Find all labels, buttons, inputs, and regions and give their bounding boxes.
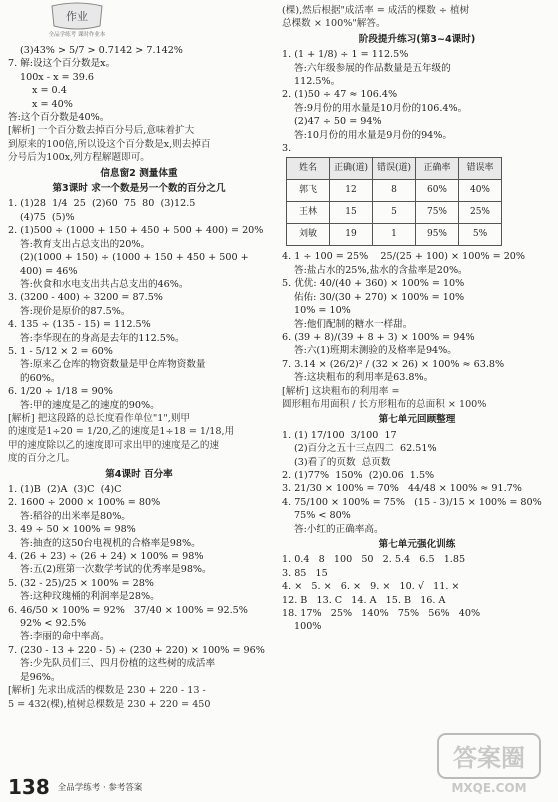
- analysis-note-line: 的速度是1÷20 = 1/20,乙的速度是1÷18 = 1/18,用: [8, 426, 235, 438]
- section-heading: 第4课时 百分率: [105, 468, 173, 480]
- answer-line: 答:抽查的这50台电视机的合格率是98%。: [20, 537, 201, 549]
- analysis-note-line: [解析] 把这段路的总长度看作单位"1",则甲: [8, 412, 191, 424]
- answer-line: 2. (1)77% 150% (2)0.06 1.5%: [282, 469, 435, 481]
- score-table-header: [287, 158, 502, 180]
- answer-line: 6. (39 + 8)/(39 + 8 + 3) × 100% = 94%: [282, 331, 475, 343]
- answer-line: 答:伙食和水电支出共占总支出的46%。: [20, 278, 189, 290]
- answer-line: 6. 46/50 × 100% = 92% 37/40 × 100% = 92.5%: [8, 604, 248, 616]
- answer-line: 答:现价是原价的87.5%。: [20, 305, 131, 317]
- table-row: [287, 202, 502, 224]
- answer-line: 4. × 5. × 6. × 9. × 10. √ 11. ×: [282, 581, 460, 593]
- answer-line: 92% < 92.5%: [20, 618, 86, 630]
- logo-main-text: 作业: [66, 10, 88, 23]
- answer-line: 3. (3200 - 400) ÷ 3200 = 87.5%: [8, 292, 163, 304]
- answer-line: 5. 1 - 5/12 × 2 = 60%: [8, 345, 113, 357]
- answer-line: 1. (1)28 1/4 25 (2)60 75 80 (3)12.5: [8, 198, 196, 210]
- answer-line: (2)百分之五十三点四二 62.51%: [294, 443, 437, 455]
- answer-line: 答:这块粗布的利用率是63.8%。: [294, 372, 434, 384]
- answer-line: 2. (1)500 ÷ (1000 + 150 + 450 + 500 + 400) = 20%: [8, 225, 264, 237]
- table-cell: 60%: [416, 180, 459, 202]
- table-cell: 40%: [459, 180, 502, 202]
- answer-line: 答:少先队员们三、四月份植的这些树的成活率: [20, 658, 216, 670]
- answer-line: 答:五(2)班第一次数学考试的优秀率是98%。: [20, 564, 212, 576]
- table-cell: 12: [330, 180, 373, 202]
- answer-line: 5. (32 - 25)/25 × 100% = 28%: [8, 577, 154, 589]
- answer-line: 3. 49 ÷ 50 × 100% = 98%: [8, 524, 136, 536]
- answer-line: 答:盐占水的25%,盐水的含盐率是20%。: [294, 264, 468, 276]
- answer-line: 答:这种玟瑰桶的利润率是28%。: [20, 591, 160, 603]
- analysis-note-line: 5 = 432(棵),植树总棵数是 230 + 220 = 450: [8, 698, 211, 710]
- table-cell: 1: [373, 224, 416, 246]
- answer-line: (3)看了的页数 总页数: [294, 456, 391, 468]
- answer-line: 答:李丽的命中率高。: [20, 631, 110, 643]
- answer-line: (2)(1000 + 150) ÷ (1000 + 150 + 450 + 500 +: [20, 252, 249, 264]
- answer-line: 6. 1/20 ÷ 1/18 = 90%: [8, 386, 113, 398]
- table-cell: 刘敏: [287, 224, 330, 246]
- table-row: [287, 224, 502, 246]
- analysis-note-line: 总棵数 × 100%"解答。: [282, 18, 386, 30]
- answer-line: 答:10月份的用水量是9月份的94%。: [294, 129, 452, 141]
- section-heading: 第七单元回顾整理: [378, 414, 456, 426]
- table-cell: 5: [373, 202, 416, 224]
- left-answer-list: [8, 44, 270, 711]
- answer-line: 12. B 13. C 14. A 15. B 16. A: [282, 594, 446, 606]
- analysis-note-line: 度的百分之几。: [8, 453, 76, 465]
- answer-line: 3. 21/30 × 100% = 70% 44/48 × 100% ≈ 91.7%: [282, 483, 522, 495]
- table-cell: 25%: [459, 202, 502, 224]
- table-header-cell: 正确(道): [330, 158, 373, 180]
- answer-line: 3.: [282, 143, 292, 155]
- answer-line: 答:六年级参展的作品数量是五年级的: [294, 62, 451, 74]
- answer-line: 7. 3.14 × (26/2)² / (32 × 26) × 100% ≈ 63.8%: [282, 358, 505, 370]
- page-footer: [8, 776, 548, 798]
- answer-line: (4)75 (5)%: [20, 211, 75, 223]
- stamp-sub-text: MXQE.COM: [451, 781, 527, 795]
- analysis-note-line: [解析] 一个百分数去掉百分号后,意味着扩大: [8, 125, 195, 137]
- table-header-cell: 正确率: [416, 158, 459, 180]
- answer-line: 7. 解:设这个百分数是x。: [8, 58, 116, 70]
- analysis-note-line: [解析] 先求出成活的棵数是 230 + 220 - 13 -: [8, 685, 206, 697]
- answer-line: 答:原来乙仓库的物资数量是甲仓库物资数量: [20, 359, 206, 371]
- logo-sub-text: 全品学练考 课时作业本: [48, 32, 106, 38]
- analysis-note-line: (棵),然后根据"成活率 = 成活的棵数 ÷ 植树: [282, 5, 470, 16]
- answer-line: 400) = 46%: [20, 265, 78, 277]
- analysis-note-line: 分号后为100x,列方程解题即可。: [8, 152, 150, 164]
- answer-line: 答:他们配制的糖水一样甜。: [294, 318, 413, 330]
- answer-line: 4. (26 + 23) ÷ (26 + 24) × 100% = 98%: [8, 551, 204, 563]
- answer-line: 4. 135 ÷ (135 - 15) = 112.5%: [8, 319, 151, 331]
- table-header-cell: 错误(道): [373, 158, 416, 180]
- table-cell: 15: [330, 202, 373, 224]
- table-cell: 5%: [459, 224, 502, 246]
- analysis-note-line: [解析] 这块粗布的利用率 =: [282, 385, 400, 397]
- table-cell: 75%: [416, 202, 459, 224]
- answer-line: 75% < 80%: [294, 510, 351, 522]
- answer-line: 答:甲的速度是乙的速度的90%。: [20, 399, 160, 411]
- analysis-note-line: 到原来的100倍,所以设这个百分数是x,则去掉百: [8, 138, 211, 150]
- answer-line: 100%: [294, 621, 322, 633]
- score-table-body: [287, 180, 502, 246]
- score-table: [286, 157, 502, 246]
- answer-line: 4. 75/100 × 100% = 75% (15 - 3)/15 × 100% = 80%: [282, 496, 542, 508]
- answer-line: 答:六(1)班期末测验的及格率是94%。: [294, 345, 457, 357]
- answer-line: x = 40%: [32, 98, 73, 110]
- left-column: [8, 44, 270, 711]
- table-header-cell: 错误率: [459, 158, 502, 180]
- answer-line: 2. 1600 ÷ 2000 × 100% = 80%: [8, 497, 161, 509]
- right-column: [282, 4, 552, 634]
- answer-line: 1. (1 + 1/8) ÷ 1 = 112.5%: [282, 49, 409, 61]
- logo-badge-icon: [44, 2, 110, 42]
- section-heading: 阶段提升练习(第3~4课时): [358, 33, 476, 45]
- answer-line: 1. (1) 17/100 3/100 17: [282, 429, 397, 441]
- table-cell: 8: [373, 180, 416, 202]
- analysis-note-line: 圆形粗布用面积 / 长方形粗布的总面积 × 100%: [282, 398, 487, 410]
- table-cell: 95%: [416, 224, 459, 246]
- table-cell: 19: [330, 224, 373, 246]
- section-heading: 第3课时 求一个数是另一个数的百分之几: [52, 183, 226, 195]
- footer-text: 全品学练考 · 参考答案: [57, 783, 143, 793]
- answer-line: x = 0.4: [32, 85, 67, 97]
- answer-line: 2. (1)50 ÷ 47 ≈ 106.4%: [282, 89, 398, 101]
- analysis-note-line: 甲的速度除以乙的速度即可求出甲的速度是乙的速: [8, 439, 220, 451]
- answer-line: (3)43% > 5/7 > 0.7142 > 7.142%: [20, 45, 183, 56]
- answer-line: (2)47 ÷ 50 = 94%: [294, 116, 382, 128]
- table-cell: 郭飞: [287, 180, 330, 202]
- answer-line: 答:稻谷的出米率是80%。: [20, 510, 131, 522]
- answer-line: 1. 0.4 8 100 50 2. 5.4 6.5 1.85: [282, 554, 466, 566]
- answer-line: 5. 优优: 40/(40 + 360) × 100% = 10%: [282, 278, 465, 290]
- section-heading: 信息窗2 测量体重: [100, 167, 178, 179]
- table-cell: 王林: [287, 202, 330, 224]
- section-heading: 第七单元强化训练: [378, 539, 456, 550]
- publisher-logo: [44, 2, 110, 42]
- answer-line: 3. 85 15: [282, 567, 328, 579]
- stamp-main-text: 答案圈: [453, 744, 525, 772]
- answer-line: 答:这个百分数是40%。: [8, 112, 110, 124]
- answer-line: 100x - x = 39.6: [20, 71, 94, 83]
- answer-line: 答:教育支出占总支出的20%。: [20, 238, 151, 250]
- answer-line: 1. (1)B (2)A (3)C (4)C: [8, 484, 122, 495]
- answer-line: 答:小红的正确率高。: [294, 523, 384, 535]
- answer-line: 10% = 10%: [294, 305, 351, 317]
- answer-line: 是96%。: [20, 671, 61, 683]
- table-header-cell: 姓名: [287, 158, 330, 180]
- answer-line: 佑佑: 30/(30 + 270) × 100% = 10%: [294, 291, 465, 303]
- answer-line: 答:李华现在的身高是去年的112.5%。: [20, 332, 185, 344]
- table-row: [287, 180, 502, 202]
- answer-line: 18. 17% 25% 140% 75% 56% 40%: [282, 608, 481, 620]
- page-number: 138: [8, 775, 50, 799]
- answer-line: 的60%。: [20, 372, 61, 384]
- answer-line: 7. (230 - 13 + 220 - 5) ÷ (230 + 220) × 100% = 96%: [8, 644, 265, 656]
- right-answer-list-top: [282, 4, 552, 155]
- right-answer-list-bottom: [282, 250, 552, 633]
- answer-line: 112.5%。: [294, 76, 341, 88]
- answer-line: 4. 1 ÷ 100 = 25% 25/(25 + 100) × 100% = 20%: [282, 251, 526, 263]
- answer-line: 答:9月份的用水量是10月份的106.4%。: [294, 102, 468, 114]
